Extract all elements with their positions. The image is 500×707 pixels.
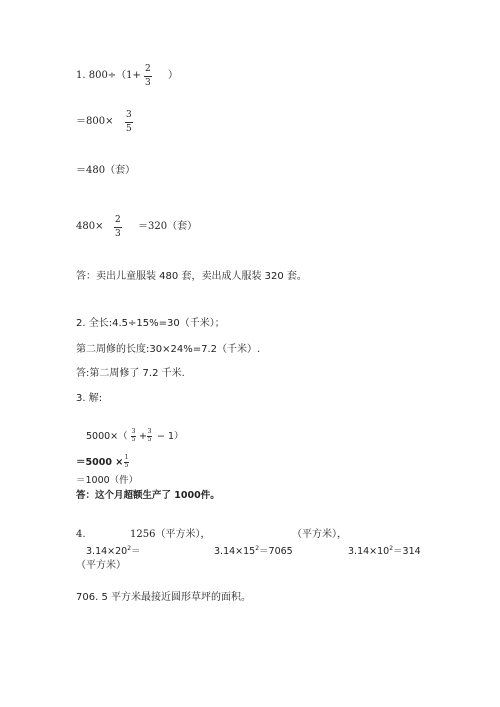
q4-expr-2 — [214, 546, 293, 557]
q1-line4-fraction — [113, 215, 123, 240]
fraction-denominator: 5 — [131, 436, 136, 443]
fraction-numerator: 3 — [131, 428, 136, 435]
fraction-denominator: 3 — [145, 78, 151, 88]
q1-answer: 答：卖出儿童服装 480 套，卖出成人服装 320 套。 — [76, 271, 307, 282]
q4-expr-2-exponent: 2 — [255, 545, 260, 552]
q1-line1-suffix: ） — [168, 70, 178, 81]
q4-expr-1-tail: ＝ — [131, 546, 141, 557]
q2-answer: 答:第二周修了 7.2 千米. — [76, 368, 185, 379]
fraction-denominator: 5 — [147, 436, 152, 443]
q4-expr-3-base: 3.14×10 — [348, 546, 390, 557]
q4-conclusion: 706. 5 平方米最接近圆形草坪的面积。 — [76, 592, 251, 603]
q4-expr-3-exponent: 2 — [389, 545, 394, 552]
q1-line3: ＝480（套） — [76, 165, 136, 176]
fraction-denominator: 3 — [115, 229, 121, 239]
fraction-bar — [144, 76, 152, 77]
q4-expr-1 — [86, 546, 141, 557]
q3-line1-plus: + — [139, 431, 147, 442]
q2-line1: 2. 全长:4.5÷15%=30（千米）； — [76, 318, 225, 329]
q3-line1-suffix: − 1） — [157, 431, 184, 442]
q1-line4-prefix: 480× — [76, 221, 104, 232]
q1-line4-suffix: ＝320（套） — [138, 221, 198, 232]
q4-expr-1-base: 3.14×20 — [86, 546, 128, 557]
fraction-numerator: 2 — [145, 64, 151, 74]
q3-answer: 答：这个月超额生产了 1000件。 — [76, 490, 220, 501]
q1-line1-prefix: 1. 800÷（1+ — [76, 70, 141, 81]
fraction-numerator: 3 — [126, 110, 132, 120]
fraction-bar — [125, 122, 133, 123]
q4-unit-1: 1256（平方米）， — [130, 529, 211, 540]
q3-line3: ＝1000（件） — [76, 475, 139, 486]
q1-line2-prefix: ＝800× — [76, 116, 114, 127]
fraction-numerator: 1 — [124, 454, 129, 461]
q4-unit-3: （平方米） — [76, 560, 126, 571]
q3-line1-fraction-2 — [147, 429, 152, 443]
q4-number: 4. — [76, 529, 86, 540]
q3-label: 3. 解: — [76, 393, 103, 404]
q1-line1-fraction — [143, 64, 153, 89]
q2-line2: 第二周修的长度:30×24%=7.2（千米）. — [76, 344, 261, 355]
q4-expr-3-tail: ＝314 — [393, 546, 421, 557]
q3-line1-prefix: 5000×（ — [86, 431, 128, 442]
fraction-denominator: 5 — [124, 462, 129, 469]
q4-expr-2-base: 3.14×15 — [214, 546, 256, 557]
fraction-bar — [114, 227, 122, 228]
fraction-numerator: 3 — [147, 428, 152, 435]
q1-line2-fraction — [124, 110, 134, 135]
q4-unit-2: （平方米）， — [292, 529, 347, 540]
q3-line1-fraction-1 — [131, 429, 136, 443]
q3-line2-fraction — [124, 455, 129, 469]
q4-expr-3 — [348, 546, 421, 557]
q3-line2-prefix: ＝5000 × — [76, 457, 124, 468]
q4-expr-1-exponent: 2 — [127, 545, 132, 552]
q4-expr-2-tail: ＝7065 — [259, 546, 293, 557]
fraction-denominator: 5 — [126, 124, 132, 134]
fraction-numerator: 2 — [115, 215, 121, 225]
